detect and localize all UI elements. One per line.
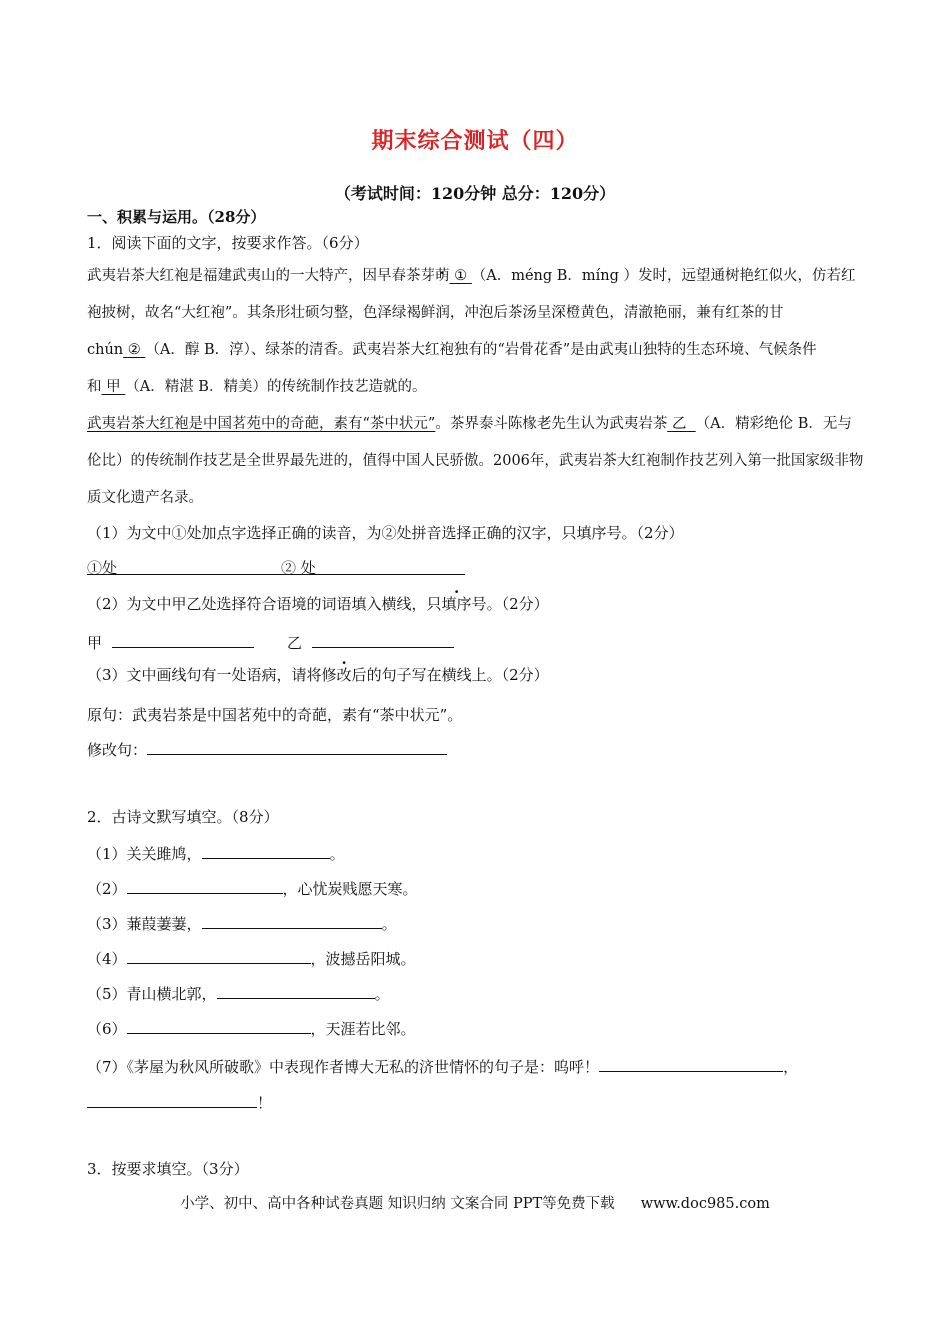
answer-blank-yi[interactable]: [312, 631, 454, 648]
answer-row-2: 甲 乙: [87, 631, 454, 653]
poem-item-3: （3）蒹葭萋萋， 。: [87, 912, 397, 934]
poem-blank-5[interactable]: [217, 982, 375, 999]
poem-item-2: （2） ，心忧炭贱愿天寒。: [87, 877, 418, 899]
answer-blank-jia[interactable]: [112, 631, 254, 648]
dotted-emphasis: 只填序号: [426, 595, 487, 613]
poem-blank-6[interactable]: [127, 1017, 311, 1034]
poem-item-6: （6） ，天涯若比邻。: [87, 1017, 416, 1039]
answer-row-1: [87, 558, 465, 578]
original-sentence: 原句：武夷岩茶是中国茗苑中的奇葩，素有“茶中状元”。: [87, 706, 463, 724]
poem-item-7-cont: ！: [87, 1091, 272, 1113]
answer-blank-2[interactable]: ② 处: [281, 558, 465, 575]
poem-blank-7a[interactable]: [599, 1055, 783, 1072]
question-3-stem: 3．按要求填空。（3分）: [87, 1160, 249, 1178]
blank-marker-1: ①: [454, 268, 468, 284]
blank-marker-jia: 甲: [106, 379, 121, 395]
page-title: 期末综合测试（四）: [371, 128, 579, 154]
underlined-sentence: 武夷岩茶大红袍是中国茗苑中的奇葩，素有“茶中状元”: [87, 416, 436, 432]
page-footer: [0, 1192, 950, 1213]
poem-item-5: （5）青山横北郭， 。: [87, 982, 390, 1004]
footer-text: 小学、初中、高中各种试卷真题 知识归纳 文案合同 PPT等免费下载: [180, 1196, 615, 1212]
section-heading: 一、积累与运用。（28分）: [87, 208, 266, 226]
poem-item-4: （4） ，波撼岳阳城。: [87, 947, 416, 969]
question-2-stem: 2．古诗文默写填空。（8分）: [87, 808, 279, 826]
poem-blank-7b[interactable]: [87, 1091, 257, 1108]
blank-marker-yi: 乙: [671, 416, 687, 432]
blank-marker-2: ②: [127, 342, 141, 358]
question-1-stem: 1．阅读下面的文字，按要求作答。（6分）: [87, 234, 369, 252]
footer-url[interactable]: www.doc985.com: [640, 1196, 770, 1212]
poem-blank-4[interactable]: [127, 947, 311, 964]
revised-sentence-row: 修改句：: [87, 738, 447, 760]
exam-info: （考试时间：120分钟 总分：120分）: [334, 184, 616, 203]
passage-paragraph-1: 武夷岩茶大红袍是福建武夷山的一大特产，因早春茶芽萌 · ① （A．méng B．míng ）发时，远望通树艳红似火，仿若红袍披树，故名“大红袍”。其条形壮硕匀整，色泽绿褐鲜润，冲泡后茶汤呈深橙黄色，清澈艳丽，兼有红茶的甘 chún ② （A．醇 B．淳）、绿茶的清香。武夷岩茶大红袍独有的“岩骨花香”是由武夷山独特的生态环境、气候条件和 甲 （A．精湛 B．精美）的传统制作技艺造就的。: [87, 258, 865, 406]
sub-question-1: （1）为文中①处加点字选择正确的读音，为②处拼音选择正确的汉字，只填序号。（2分）: [87, 524, 684, 542]
revised-sentence-blank[interactable]: [147, 738, 447, 755]
dotted-emphasis: 修改后: [321, 666, 367, 684]
sub-question-3: （3）文中画线句有一处语病，请将修改后的句子写在横线上。（2分）: [87, 666, 549, 684]
sub-question-2: （2）为文中甲乙处选择符合语境的词语填入横线，只填序号。（2分）: [87, 595, 549, 613]
poem-item-1: （1）关关雎鸠， 。: [87, 842, 345, 864]
poem-blank-3[interactable]: [202, 912, 382, 929]
poem-blank-2[interactable]: [127, 877, 283, 894]
poem-blank-1[interactable]: [202, 842, 330, 859]
answer-blank-1[interactable]: ①处: [87, 558, 281, 575]
poem-item-7: （7）《茅屋为秋风所破歌》中表现作者博大无私的济世情怀的句子是：呜呼！ ，: [87, 1055, 798, 1077]
dotted-char: 萌 ·: [435, 268, 450, 284]
passage-paragraph-2: 武夷岩茶大红袍是中国茗苑中的奇葩，素有“茶中状元”。茶界泰斗陈椽老先生认为武夷岩茶 乙 （A．精彩绝伦 B．无与伦比）的传统制作技艺是全世界最先进的，值得中国人民骄傲。2006年，武夷岩茶大红袍制作技艺列入第一批国家级非物质文化遗产名录。: [87, 416, 864, 506]
